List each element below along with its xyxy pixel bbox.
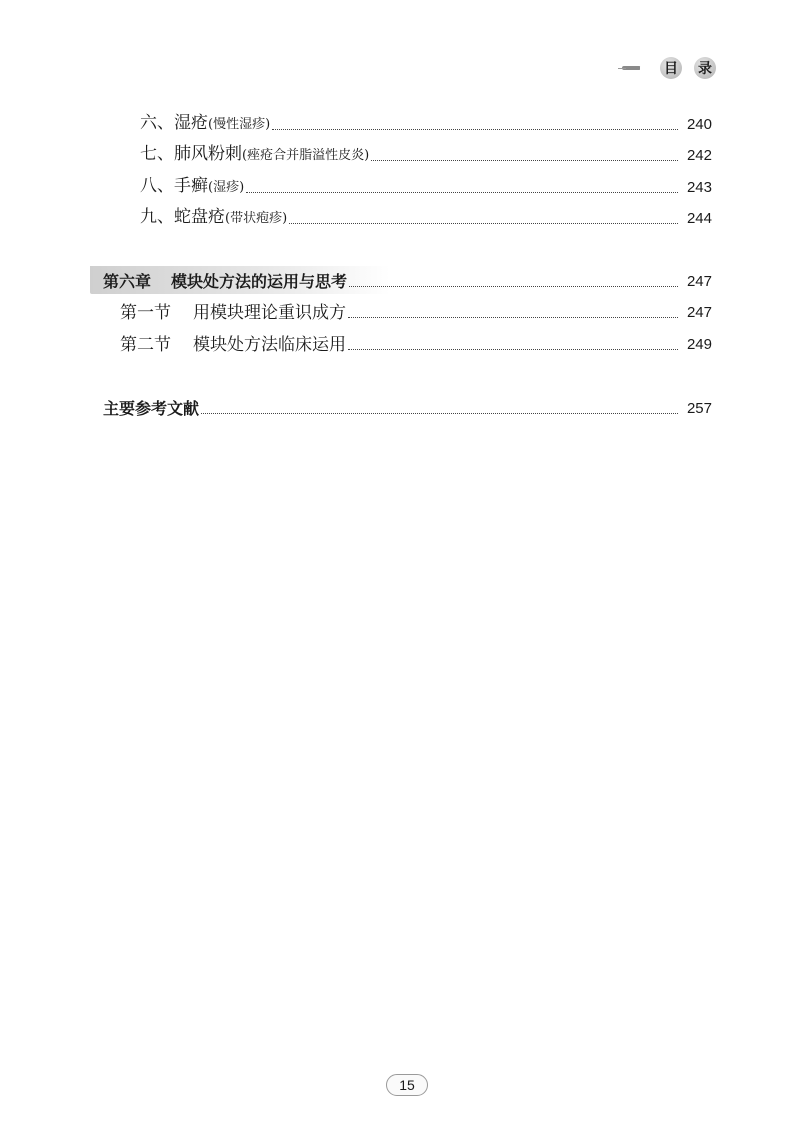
header-char-mu: 目 xyxy=(660,57,682,79)
entry-note: (湿疹) xyxy=(208,180,245,195)
entry-title: 八、手癣 xyxy=(140,176,208,196)
chapter-title: 模块处方法的运用与思考 xyxy=(171,272,348,291)
toc-entry[interactable] xyxy=(0,141,800,167)
dot-leader xyxy=(246,191,678,193)
section-title: 用模块理论重识成方 xyxy=(193,303,346,323)
toc-entry[interactable] xyxy=(0,173,800,199)
entry-note: (痤疮合并脂溢性皮炎) xyxy=(242,148,370,163)
section-label: 第一节 xyxy=(120,303,171,323)
entry-page: 242 xyxy=(686,147,712,164)
toc-chapter-entry[interactable] xyxy=(0,267,800,293)
entry-note: (慢性湿疹) xyxy=(208,117,271,132)
dot-leader xyxy=(371,159,678,161)
entry-note: (带状疱疹) xyxy=(225,211,288,226)
entry-page: 243 xyxy=(686,179,712,196)
toc-references-entry[interactable] xyxy=(0,394,800,420)
header-char-lu: 录 xyxy=(694,57,716,79)
toc-entry[interactable] xyxy=(0,110,800,136)
dot-leader xyxy=(348,348,678,350)
references-title: 主要参考文献 xyxy=(103,399,200,418)
section-page: 249 xyxy=(686,336,712,353)
toc-section-entry[interactable] xyxy=(0,298,800,324)
entry-page: 240 xyxy=(686,116,712,133)
section-label: 第二节 xyxy=(120,335,171,355)
references-page: 257 xyxy=(686,400,712,417)
chapter-page: 247 xyxy=(686,273,712,290)
section-page: 247 xyxy=(686,304,712,321)
dot-leader xyxy=(348,316,678,318)
entry-title: 六、湿疮 xyxy=(140,113,208,133)
toc-entry[interactable] xyxy=(0,204,800,230)
page-number: 15 xyxy=(386,1074,428,1096)
chapter-label: 第六章 xyxy=(103,272,152,291)
dot-leader xyxy=(289,222,678,224)
dot-leader xyxy=(349,285,678,287)
entry-title: 七、肺风粉刺 xyxy=(140,144,242,164)
section-title: 模块处方法临床运用 xyxy=(193,335,346,355)
entry-page: 244 xyxy=(686,210,712,227)
dot-leader xyxy=(272,128,678,130)
toc-section-entry[interactable] xyxy=(0,330,800,356)
entry-title: 九、蛇盘疮 xyxy=(140,207,225,227)
dot-leader xyxy=(201,412,678,414)
